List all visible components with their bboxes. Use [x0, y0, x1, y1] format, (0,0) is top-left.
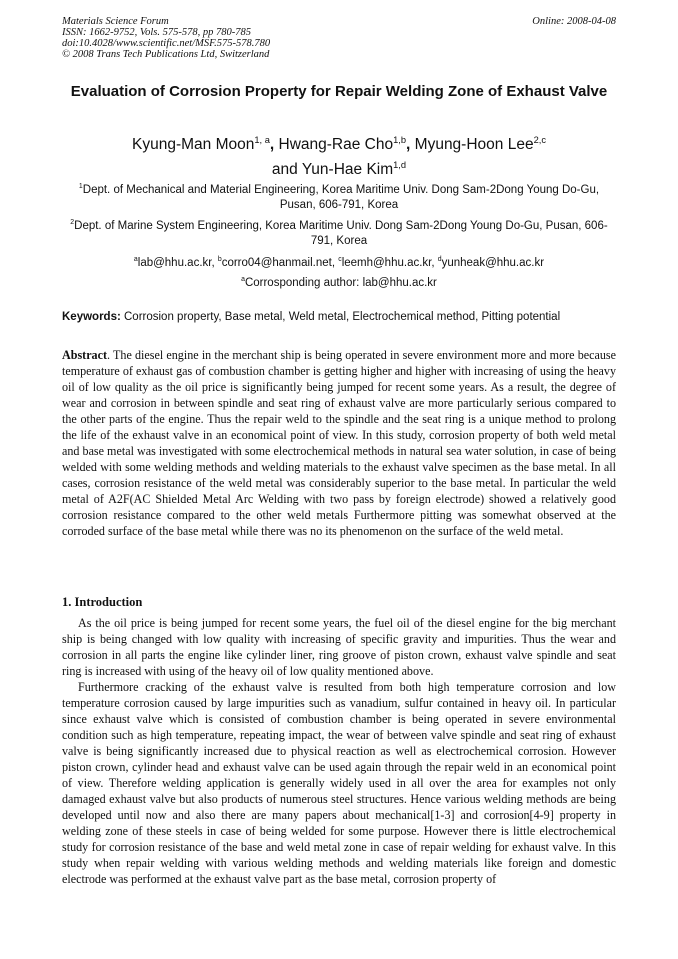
- email-b: corro04@hanmail.net,: [221, 257, 336, 269]
- email-mark: d: [437, 256, 442, 264]
- journal-header: [62, 16, 270, 60]
- author-name: Myung-Hoon Lee: [414, 136, 534, 153]
- author-name: Hwang-Rae Cho: [278, 136, 394, 153]
- author-name: Kyung-Man Moon: [132, 136, 255, 153]
- affiliation-2: [62, 219, 616, 249]
- online-date: Online: 2008-04-08: [532, 16, 616, 27]
- abstract: [62, 347, 616, 539]
- author-affiliation-mark: 1,b: [393, 134, 407, 145]
- author-affiliation-mark: 2,c: [533, 134, 546, 145]
- email-d: yunheak@hhu.ac.kr: [441, 257, 545, 269]
- paragraph: As the oil price is being jumped for recent some years, the fuel oil of the diesel engine for the big merchant ship is being changed with low quality with increasing of specific gravity and impurities. Thus the wear and corrosion in all parts the engine like cylinder liner, ring groove of piston crown, exhaust valve spindle and seat ring is increased with using of the heavy oil of low quality mentioned above.: [62, 616, 616, 678]
- author-conjunction: and: [271, 161, 298, 178]
- email-line: [62, 256, 616, 271]
- author-affiliation-mark: 1,d: [393, 159, 407, 170]
- section-heading: 1. Introduction: [62, 595, 143, 609]
- paragraph: Furthermore cracking of the exhaust valve is resulted from both high temperature corrosion and low temperature corrosion caused by large impurities such as vanadium, sulfur contained in heavy oil. In particular since exhaust valve which is consisted of combustion chamber is being operated in severe environmental condition such as high temperature, repeating impact, the wear of between valve spindle and seat ring of exhaust valve is being significantly increased due to physical reaction as well as electrochemical corrosion. However piston crown, cylinder head and exhaust valve can be used again through the repair weld in an economical point of view. Therefore welding application is generally widely used in all over the area for examples not only damaged exhaust valve but also products of numerous steel structures. Hence various welding methods are being developed until now and also there are many papers about mechanical[1-3] and corrosion[4-9] property in welding zone of these steels in case of being welded for some purpose. However there is little electrochemical study for corrosion resistance of the base and weld metal zone in case of repair welding for exhaust valve. In this study when repair welding with various welding methods and welding materials like foreign and domestic electrode was performed at the exhaust valve part as the base metal, corrosion property of: [62, 680, 616, 886]
- doi-line: doi:10.4028/www.scientific.net/MSF.575-578.780: [62, 38, 271, 49]
- author-line-2: [62, 157, 616, 182]
- keywords-text: Corrosion property, Base metal, Weld metal, Electrochemical method, Pitting potential: [124, 311, 561, 323]
- corresponding-author: [62, 276, 616, 291]
- abstract-text: . The diesel engine in the merchant ship is being operated in severe environment more and more because temperature of exhaust gas of combustion chamber is getting higher and higher with increasing of using the heavy oil of low quality as the oil price is significantly being jumped for recent some years. As a result, the degree of wear and corrosion in between spindle and seat ring of exhaust valve are more particularly serious compared to the other parts of the engine. Thus the repair weld to the spindle and the seat ring is a unique method to prolong the life of the exhaust valve in an economical point of view. In this study, corrosion property of both weld metal and base metal was investigated with some electrochemical methods in natural sea water solution, in case of being welded with some welding methods and welding materials to the exhaust valve specimen as the base metal. In all cases, corrosion resistance of the weld metal was considerably superior to the base metal. In particular the weld metal of A2F(AC Shielded Metal Arc Welding with two pass by foreign electrode) showed a relatively good corrosion resistance compared to the other weld metals Furthermore pitting was somewhat observed at the corroded surface of the base metal while there was no its phenomenon on the surface of the weld metal.: [62, 348, 616, 538]
- abstract-label: Abstract: [62, 348, 108, 362]
- email-mark: a: [133, 256, 138, 264]
- keywords-label: Keywords:: [62, 311, 121, 323]
- keywords: [62, 310, 618, 325]
- introduction-body: [62, 615, 616, 887]
- affiliation-mark: 2: [70, 219, 75, 227]
- email-c: leemh@hhu.ac.kr,: [341, 257, 435, 269]
- email-mark: b: [217, 256, 222, 264]
- author-list: [62, 132, 616, 182]
- copyright-line: © 2008 Trans Tech Publications Ltd, Switzerland: [62, 49, 270, 60]
- issn-line: ISSN: 1662-9752, Vols. 575-578, pp 780-785: [62, 27, 251, 38]
- affiliation-mark: 1: [78, 183, 83, 191]
- affiliation-text: Dept. of Mechanical and Material Engineering, Korea Maritime Univ. Dong Sam-2Dong Young Do-Gu, Pusan, 606-791, Korea: [82, 184, 600, 211]
- author-name: Yun-Hae Kim: [301, 161, 394, 178]
- affiliation-text: Dept. of Marine System Engineering, Korea Maritime Univ. Dong Sam-2Dong Young Do-Gu, Pusan, 606-791, Korea: [74, 220, 608, 247]
- email-a: lab@hhu.ac.kr,: [137, 257, 215, 269]
- email-mark: c: [338, 256, 342, 264]
- corresponding-author-text: Corrosponding author: lab@hhu.ac.kr: [244, 277, 437, 289]
- author-affiliation-mark: 1, a: [254, 134, 270, 145]
- paper-title: Evaluation of Corrosion Property for Repair Welding Zone of Exhaust Valve: [70, 83, 608, 100]
- affiliation-1: [62, 183, 616, 213]
- author-line-1: Kyung-Man Moon$^{1, a}$, Hwang-Rae Cho$^{1,b}$, Myung-Hoon Lee$^{2,c}$: [132, 134, 546, 153]
- email-mark: a: [241, 276, 245, 284]
- journal-name: Materials Science Forum: [62, 16, 169, 27]
